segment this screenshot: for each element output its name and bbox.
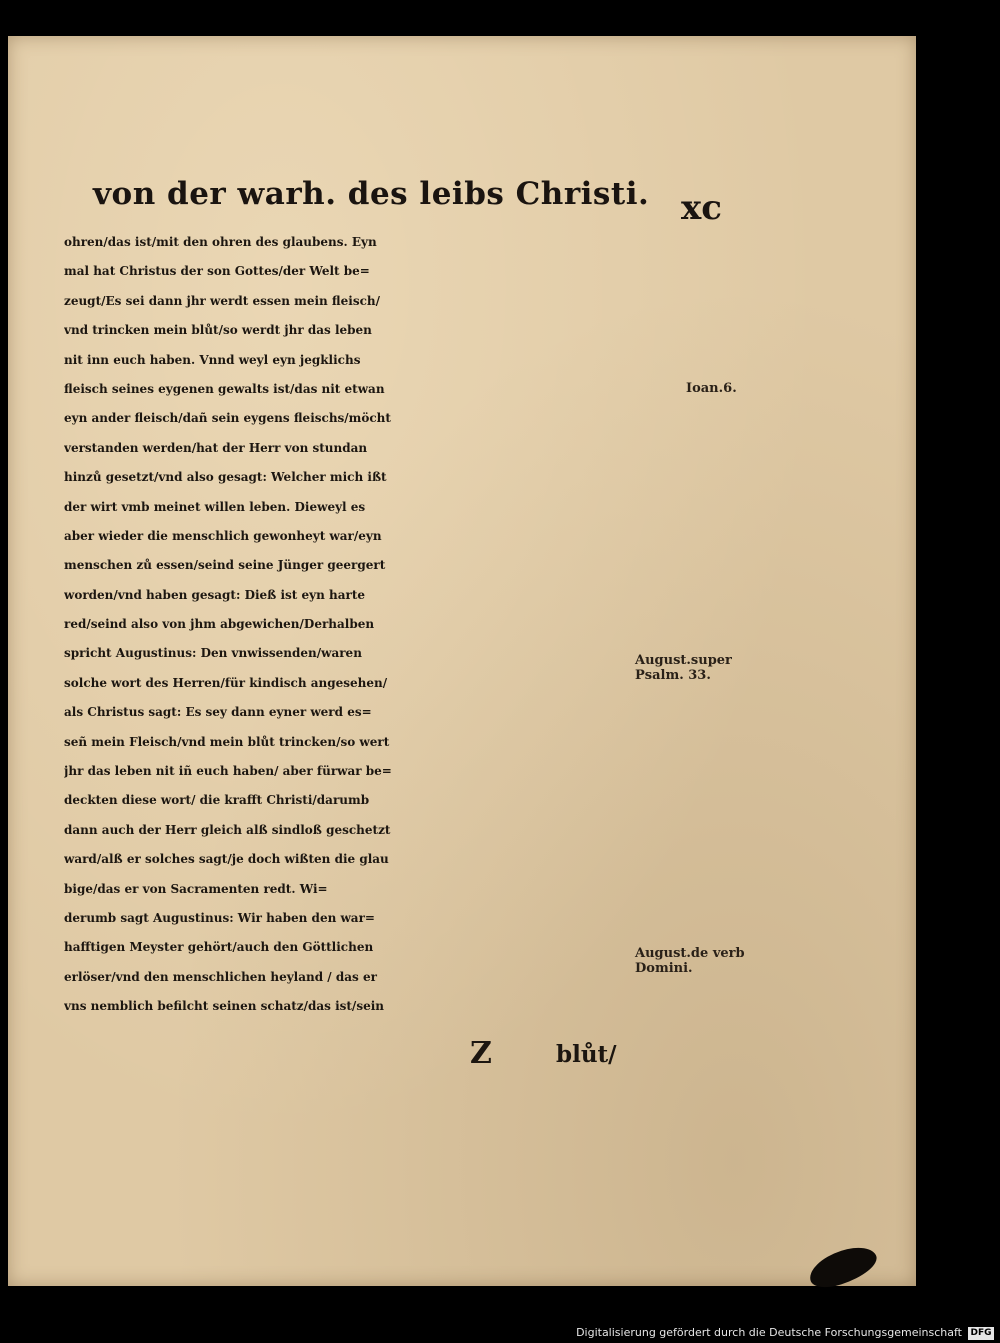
text-line: solche wort des Herren/für kindisch angesehen/ — [64, 675, 388, 690]
text-line: ward/alß er solches sagt/je doch wißten die glau — [64, 852, 389, 867]
text-line: nit inn euch haben. Vnnd weyl eyn jegklichs — [64, 352, 361, 367]
running-head: von der warh. des leibs Christi. — [93, 176, 650, 212]
marginal-text: Ioan.6. — [686, 381, 737, 396]
marginal-text: August.de verb — [635, 946, 745, 961]
text-line: spricht Augustinus: Den vnwissenden/waren — [64, 646, 362, 661]
text-line: als Christus sagt: Es sey dann eyner werd es= — [64, 705, 372, 720]
text-line: jhr das leben nit iñ euch haben/ aber fürwar be= — [64, 764, 392, 779]
text-line: hinzů gesetzt/vnd also gesagt: Welcher mich ißt — [64, 470, 387, 485]
text-line: señ mein Fleisch/vnd mein blůt trincken/so wert — [64, 734, 390, 749]
signature-mark: Z — [470, 1036, 492, 1071]
text-line: worden/vnd haben gesagt: Dieß ist eyn harte — [64, 587, 366, 602]
digitization-credit: Digitalisierung gefördert durch die Deutsche Forschungsgemeinschaft — [576, 1326, 962, 1339]
marginal-text: Psalm. 33. — [635, 668, 711, 683]
text-line: der wirt vmb meinet willen leben. Dieweyl es — [64, 499, 366, 514]
text-line: derumb sagt Augustinus: Wir haben den war= — [64, 910, 375, 925]
body-text — [64, 228, 644, 1022]
marginal-note-august-psalm — [635, 653, 732, 683]
text-line: eyn ander fleisch/dañ sein eygens fleischs/möcht — [64, 411, 391, 426]
text-line: verstanden werden/hat der Herr von stundan — [64, 440, 368, 455]
text-line: bige/das er von Sacramenten redt. Wi= — [64, 881, 328, 896]
text-line: dann auch der Herr gleich alß sindloß geschetzt — [64, 822, 391, 837]
folio-number: xc — [681, 188, 722, 228]
text-line: ohren/das ist/mit den ohren des glaubens. Eyn — [64, 235, 377, 249]
marginal-note-ioan — [686, 381, 737, 396]
text-line: mal hat Christus der son Gottes/der Welt be= — [64, 264, 370, 279]
marginal-text: Domini. — [635, 961, 693, 976]
marginal-text: August.super — [635, 653, 732, 668]
dfg-logo: DFG — [968, 1327, 994, 1340]
text-line: aber wieder die menschlich gewonheyt war/eyn — [64, 528, 382, 543]
text-line: zeugt/Es sei dann jhr werdt essen mein fleisch/ — [64, 293, 381, 308]
ink-blot — [805, 1241, 881, 1293]
text-line: deckten diese wort/ die krafft Christi/darumb — [64, 793, 370, 808]
text-line: hafftigen Meyster gehört/auch den Göttlichen — [64, 940, 374, 955]
text-line: vns nemblich befilcht seinen schatz/das ist/sein — [64, 999, 384, 1014]
catchword: blůt/ — [556, 1041, 617, 1068]
book-page — [8, 36, 916, 1286]
marginal-note-august-verb — [635, 946, 745, 976]
text-line: fleisch seines eygenen gewalts ist/das nit etwan — [64, 381, 385, 396]
text-line: vnd trincken mein blůt/so werdt jhr das leben — [64, 323, 372, 338]
text-line: red/seind also von jhm abgewichen/Derhalben — [64, 617, 375, 632]
text-line: erlöser/vnd den menschlichen heyland / das er — [64, 969, 377, 984]
text-line: menschen zů essen/seind seine Jünger geergert — [64, 558, 386, 573]
